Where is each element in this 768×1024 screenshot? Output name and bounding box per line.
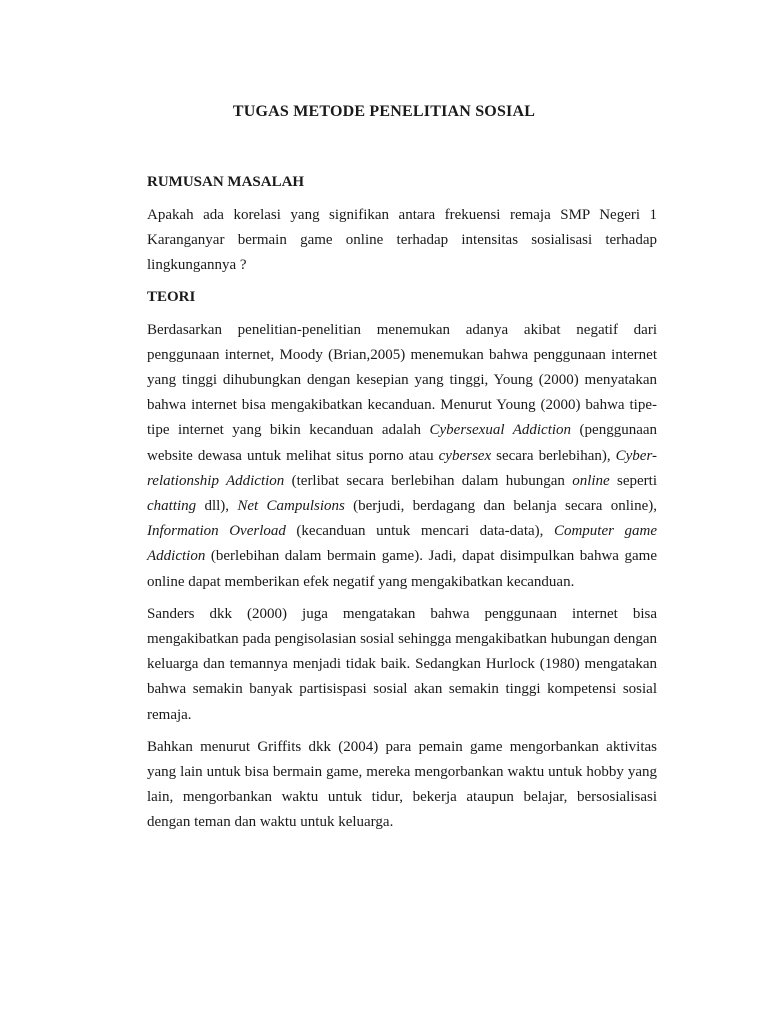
heading-rumusan-masalah: RUMUSAN MASALAH: [147, 174, 305, 190]
paragraph-teori-1: [147, 318, 657, 595]
heading-teori: TEORI: [147, 288, 196, 305]
italic-term-cybersex: cybersex: [438, 447, 492, 464]
text-run: seperti: [609, 472, 657, 489]
document-body: [147, 170, 657, 836]
paragraph-teori-2: Sanders dkk (2000) juga mengatakan bahwa penggunaan internet bisa mengakibatkan pada pengisolasian sosial sehingga mengakibatkan hubungan dengan keluarga dan temannya menjadi tidak baik. Sedangkan Hurlock (1980) mengatakan bahwa semakin banyak partisispasi sosial akan semakin tinggi kompetensi sosial remaja.: [147, 605, 657, 723]
italic-term-cybersexual: Cybersexual Addiction: [429, 422, 572, 439]
text-run: dll),: [196, 498, 238, 515]
text-run: (berlebihan dalam bermain game). Jadi, dapat disimpulkan bahwa game online dapat memberikan efek negatif yang mengakibatkan kecanduan.: [147, 548, 657, 590]
italic-term-information-overload: Information Overload: [147, 523, 286, 540]
paragraph-teori-3: Bahkan menurut Griffits dkk (2004) para pemain game mengorbankan aktivitas yang lain untuk bisa bermain game, mereka mengorbankan waktu untuk hobby yang lain, mengorbankan waktu untuk tidur, bekerja ataupun belajar, bersosialisasi dengan teman dan waktu untuk keluarga.: [147, 738, 657, 831]
text-run: Berdasarkan penelitian-penelitian menemukan adanya akibat negatif dari penggunaan internet, Moody (Brian,2005) menemukan bahwa penggunaan internet yang tinggi dihubungkan dengan kesepian yang tinggi, Young (2000) menyatakan bahwa internet bisa mengakibatkan kecanduan. Menurut Young (2000) bahwa tipe-tipe internet yang bikin kecanduan adalah: [147, 321, 657, 439]
italic-term-net-campulsions: Net Campulsions: [237, 498, 345, 515]
italic-term-computer-game-addiction: Computer game Addiction: [147, 523, 657, 565]
text-run: (penggunaan website dewasa untuk melihat situs porno atau: [147, 422, 658, 464]
italic-term-online: online: [572, 472, 610, 489]
text-run: (berjudi, berdagang dan belanja secara online),: [344, 498, 657, 515]
italic-term-chatting: chatting: [147, 498, 197, 515]
italic-term-cyber-relationship: Cyber-relationship Addiction: [147, 447, 657, 489]
text-run: (kecanduan untuk mencari data-data),: [285, 523, 554, 540]
document-title: TUGAS METODE PENELITIAN SOSIAL: [232, 103, 536, 120]
text-run: secara berlebihan),: [491, 447, 616, 464]
text-run: (terlibat secara berlebihan dalam hubungan: [284, 472, 573, 489]
paragraph-rumusan: Apakah ada korelasi yang signifikan antara frekuensi remaja SMP Negeri 1 Karanganyar bermain game online terhadap intensitas sosialisasi terhadap lingkungannya ?: [147, 207, 657, 274]
